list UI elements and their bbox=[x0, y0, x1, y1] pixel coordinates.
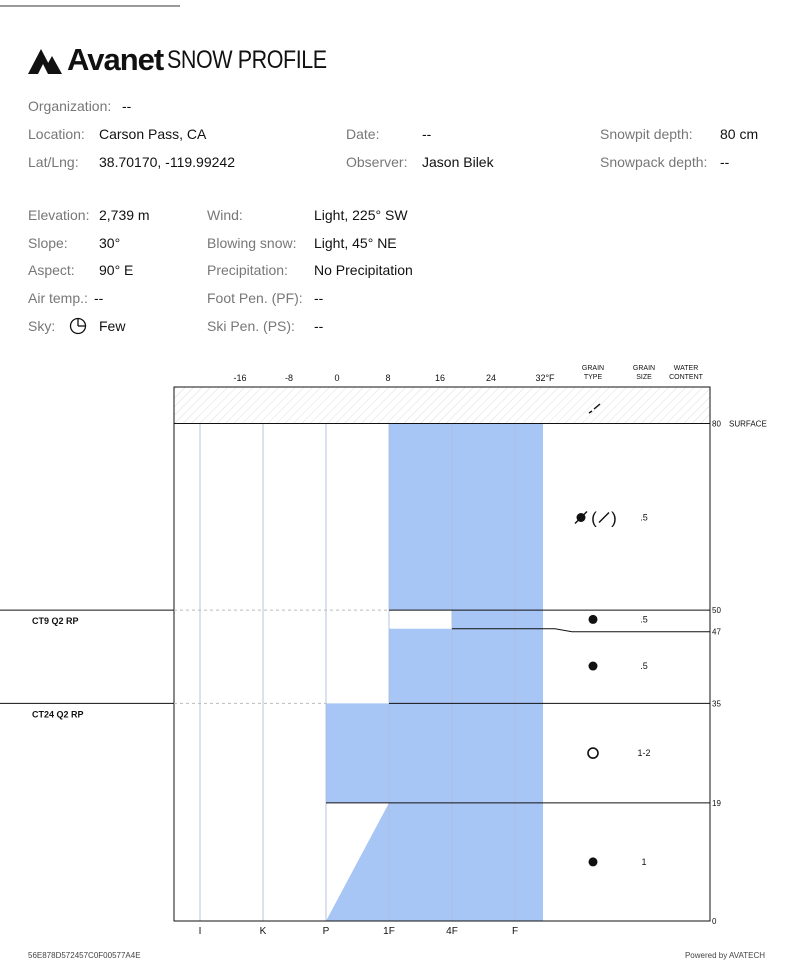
grain-size-3: 1-2 bbox=[637, 748, 651, 759]
latlng-value: 38.70170, -119.99242 bbox=[99, 154, 235, 170]
header-hatch-band bbox=[174, 387, 710, 424]
grain-size-2: .5 bbox=[640, 661, 648, 672]
grain-rounded-icon-2 bbox=[589, 662, 598, 671]
temp-tick-4: 16 bbox=[434, 373, 446, 383]
date-label: Date: bbox=[346, 126, 380, 142]
grain-melt-form-icon-3 bbox=[588, 748, 598, 758]
snowpack-depth-value: -- bbox=[720, 154, 730, 170]
powered-by: Powered by AVATECH bbox=[684, 951, 765, 960]
ski-pen-value: -- bbox=[314, 318, 324, 334]
hardness-tick-3: 1F bbox=[383, 926, 395, 937]
profile-id: 56E878D572457C0F00577A4E bbox=[28, 951, 141, 960]
air-temp-value: -- bbox=[94, 290, 104, 306]
aspect-label: Aspect: bbox=[28, 262, 75, 278]
hardness-tick-5: F bbox=[511, 926, 519, 937]
temp-tick-0: -16 bbox=[233, 373, 247, 383]
snowpit-depth-label: Snowpit depth: bbox=[600, 126, 693, 142]
ski-pen-label: Ski Pen. (PS): bbox=[207, 318, 295, 334]
depth-label-35: 35 bbox=[712, 699, 721, 709]
location-value: Carson Pass, CA bbox=[99, 126, 207, 142]
observer-label: Observer: bbox=[346, 154, 408, 170]
observer-value: Jason Bilek bbox=[422, 154, 494, 170]
depth-label-0: 0 bbox=[712, 917, 717, 926]
elevation-value: 2,739 m bbox=[99, 207, 150, 223]
layer-bar-2 bbox=[389, 629, 543, 704]
sky-label: Sky: bbox=[28, 318, 56, 334]
grain-size-4: 1 bbox=[641, 856, 647, 867]
avanet-logo-icon bbox=[28, 46, 64, 74]
organization-value: -- bbox=[122, 98, 132, 114]
snowpit-depth-value: 80 cm bbox=[720, 126, 759, 142]
snowpack-depth-label: Snowpack depth: bbox=[600, 154, 708, 170]
header-logo bbox=[28, 42, 353, 78]
grain-paren-close-0: ) bbox=[611, 508, 617, 528]
layer-bar-0 bbox=[389, 424, 543, 611]
organization-label: Organization: bbox=[28, 98, 112, 114]
blowing-snow-value: Light, 45° NE bbox=[314, 235, 397, 251]
hardness-tick-2: P bbox=[322, 926, 330, 937]
precipitation-label: Precipitation: bbox=[207, 262, 288, 278]
foot-pen-value: -- bbox=[314, 290, 324, 306]
grain-size-1: .5 bbox=[640, 614, 648, 625]
sky-cover-few-icon bbox=[69, 317, 87, 335]
brand-name: Avanet bbox=[67, 42, 164, 77]
temp-tick-6: 32°F bbox=[535, 373, 555, 383]
snow-profile-chart bbox=[0, 360, 800, 940]
sky-value: Few bbox=[99, 318, 126, 334]
col-header-top-2: WATER bbox=[673, 365, 699, 372]
temp-tick-5: 24 bbox=[485, 373, 497, 383]
latlng-label: Lat/Lng: bbox=[28, 154, 79, 170]
grain-rounded-icon-1 bbox=[589, 615, 598, 624]
col-header-bottom-0: TYPE bbox=[583, 374, 603, 381]
top-divider bbox=[0, 5, 180, 7]
report-title: SNOW PROFILE bbox=[167, 46, 327, 74]
depth-label-50: 50 bbox=[712, 606, 721, 616]
temp-tick-2: 0 bbox=[334, 373, 340, 383]
depth-label-47: 47 bbox=[712, 627, 721, 637]
slope-value: 30° bbox=[99, 235, 121, 251]
hardness-tick-4: 4F bbox=[446, 926, 458, 937]
grain-rounded-icon-4 bbox=[589, 857, 598, 866]
col-header-top-0: GRAIN bbox=[581, 365, 605, 372]
elevation-label: Elevation: bbox=[28, 207, 90, 223]
hardness-tick-1: K bbox=[259, 926, 267, 937]
depth-label-80: 80 bbox=[712, 419, 721, 429]
aspect-value: 90° E bbox=[99, 262, 134, 278]
foot-pen-label: Foot Pen. (PF): bbox=[207, 290, 303, 306]
wind-value: Light, 225° SW bbox=[314, 207, 408, 223]
layer-bar-1 bbox=[452, 610, 543, 629]
slope-label: Slope: bbox=[28, 235, 68, 251]
layer-bar-4 bbox=[326, 803, 543, 921]
date-value: -- bbox=[422, 126, 432, 142]
hardness-tick-0: I bbox=[198, 926, 202, 937]
grain-fragment-icon-0 bbox=[599, 513, 609, 523]
layer-bar-3 bbox=[326, 703, 543, 803]
test-label-1: CT24 Q2 RP bbox=[32, 709, 84, 720]
test-label-0: CT9 Q2 RP bbox=[32, 616, 79, 627]
grain-size-0: .5 bbox=[640, 512, 648, 523]
temp-tick-3: 8 bbox=[385, 373, 391, 383]
blowing-snow-label: Blowing snow: bbox=[207, 235, 297, 251]
col-header-bottom-1: SIZE bbox=[636, 374, 652, 381]
col-header-bottom-2: CONTENT bbox=[669, 374, 703, 381]
air-temp-label: Air temp.: bbox=[28, 290, 88, 306]
precipitation-value: No Precipitation bbox=[314, 262, 413, 278]
location-label: Location: bbox=[28, 126, 85, 142]
grain-paren-open-0: ( bbox=[591, 508, 597, 528]
temp-tick-1: -8 bbox=[284, 373, 294, 383]
depth-label-19: 19 bbox=[712, 798, 721, 808]
wind-label: Wind: bbox=[207, 207, 243, 223]
col-header-top-1: GRAIN bbox=[632, 365, 656, 372]
surface-label: SURFACE bbox=[729, 419, 767, 429]
